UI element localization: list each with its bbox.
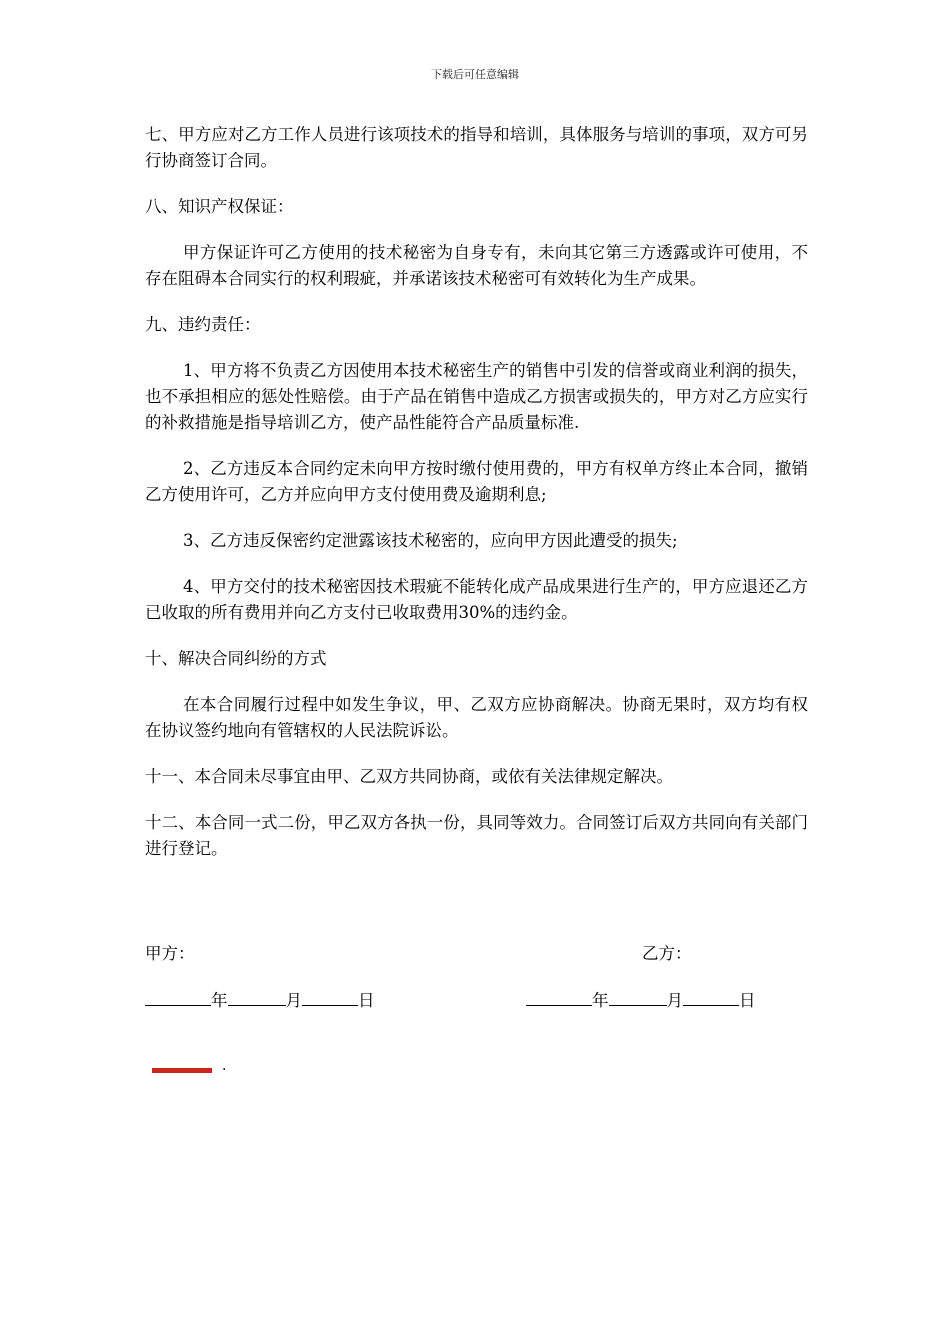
year-label: 年 xyxy=(211,991,228,1010)
clause-9-item-1: 1、甲方将不负责乙方因使用本技术秘密生产的销售中引发的信誉或商业利润的损失，也不承担相应的惩处性赔偿。由于产品在销售中造成乙方损害或损失的，甲方对乙方应实行的补救措施是指导培训乙方，使产品性能符合产品质量标准. xyxy=(145,361,808,432)
party-b-label: 乙方： xyxy=(642,944,692,963)
footer-dot: . xyxy=(222,1058,227,1074)
month-label: 月 xyxy=(666,991,683,1010)
clause-9-item-3: 3、乙方违反保密约定泄露该技术秘密的，应向甲方因此遭受的损失; xyxy=(183,531,678,550)
clause-9-item-4: 4、甲方交付的技术秘密因技术瑕疵不能转化成产品成果进行生产的，甲方应退还乙方已收取的所有费用并向乙方支付已收取费用30%的违约金。 xyxy=(145,577,808,622)
day-blank xyxy=(302,987,358,1006)
day-label: 日 xyxy=(358,991,375,1010)
month-blank xyxy=(228,987,286,1006)
day-blank xyxy=(683,987,739,1006)
page-header: 下载后可任意编辑 xyxy=(431,68,519,81)
clause-7: 七、甲方应对乙方工作人员进行该项技术的指导和培训，具体服务与培训的事项，双方可另行协商签订合同。 xyxy=(145,125,808,170)
footer-red-bar xyxy=(152,1068,212,1073)
party-a-label: 甲方： xyxy=(145,944,195,963)
clause-9-heading: 九、违约责任： xyxy=(145,315,261,334)
clause-9-item-2: 2、乙方违反本合同约定未向甲方按时缴付使用费的，甲方有权单方终止本合同，撤销乙方使用许可，乙方并应向甲方支付使用费及逾期利息; xyxy=(145,459,808,504)
party-b-date xyxy=(526,987,756,1014)
document-body xyxy=(145,122,808,882)
clause-8-body: 甲方保证许可乙方使用的技术秘密为自身专有，未向其它第三方透露或许可使用，不存在阻碍本合同实行的权利瑕疵，并承诺该技术秘密可有效转化为生产成果。 xyxy=(145,243,808,288)
month-blank xyxy=(609,987,667,1006)
year-blank xyxy=(145,987,211,1006)
clause-8-heading: 八、知识产权保证： xyxy=(145,197,294,216)
clause-10-heading: 十、解决合同纠纷的方式 xyxy=(145,649,327,668)
clause-12: 十二、本合同一式二份，甲乙双方各执一份，具同等效力。合同签订后双方共同向有关部门进行登记。 xyxy=(145,813,808,858)
month-label: 月 xyxy=(285,991,302,1010)
year-blank xyxy=(526,987,592,1006)
clause-11: 十一、本合同未尽事宜由甲、乙双方共同协商，或依有关法律规定解决。 xyxy=(145,767,673,786)
clause-10-body: 在本合同履行过程中如发生争议，甲、乙双方应协商解决。协商无果时，双方均有权在协议签约地向有管辖权的人民法院诉讼。 xyxy=(145,695,808,740)
year-label: 年 xyxy=(592,991,609,1010)
party-a-date xyxy=(145,987,375,1014)
day-label: 日 xyxy=(739,991,756,1010)
